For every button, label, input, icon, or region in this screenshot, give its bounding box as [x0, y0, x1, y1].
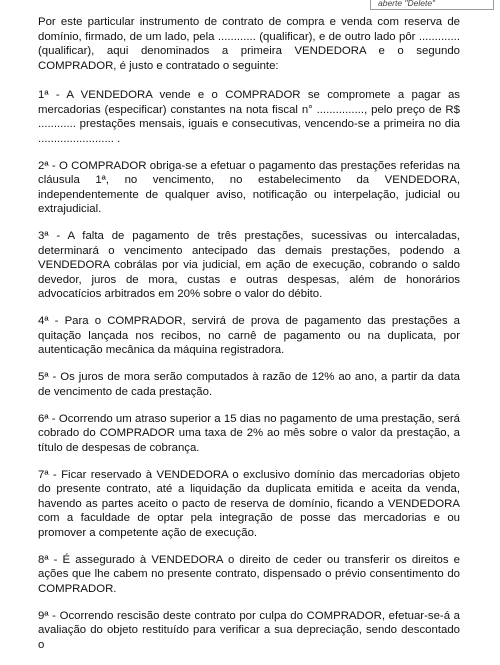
- clause-5-text: - Os juros de mora serão computados à razão de 12% ao ano, a partir da data de vencimento de cada prestação.: [38, 371, 460, 398]
- clause-2-number: 2ª: [38, 159, 49, 172]
- clause-2-text: - O COMPRADOR obriga-se a efetuar o pagamento das prestações referidas na cláusula 1ª, no vencimento, no estabelecimento da VENDEDORA, independentemente de qualquer aviso, notificação ou interpelação, judicial ou extrajudicial.: [38, 159, 460, 215]
- clause-6-text: - Ocorrendo um atraso superior a 15 dias no pagamento de uma prestação, será cobrado do COMPRADOR uma taxa de 2% ao mês sobre o valor da prestação, a título de despesas de cobrança.: [38, 412, 460, 454]
- clause-1-number: 1ª: [38, 89, 49, 101]
- clause-5: [38, 370, 460, 399]
- clause-9-number: 9ª: [38, 609, 49, 622]
- clause-9-text: - Ocorrendo rescisão deste contrato por culpa do COMPRADOR, efetuar-se-á a avaliação do objeto restituído para verificar a sua depreciação, sendo descontado o: [38, 609, 460, 651]
- clause-4-number: 4ª: [38, 315, 49, 327]
- clause-7-text: - Ficar reservado à VENDEDORA o exclusivo domínio das mercadorias objeto do presente contrato, até a liquidação da duplicata emitida e aceita da venda, havendo as partes aceito o pacto de reserva de domínio, ficando a VENDEDORA com a faculdade de optar pela integração de posse das mercadorias e ou promover a competente ação de execução.: [38, 468, 460, 539]
- clause-7: [38, 468, 460, 541]
- clause-2: [38, 159, 460, 217]
- clause-4: [38, 314, 460, 358]
- clause-9: [38, 609, 460, 653]
- contract-body: [38, 15, 460, 665]
- clause-8-text: - É assegurado à VENDEDORA o direito de ceder ou transferir os direitos e ações que lhe cabem no presente contrato, dispensado o prévio consentimento do COMPRADOR.: [38, 553, 460, 595]
- clause-7-number: 7ª: [38, 468, 49, 481]
- clause-3-number: 3ª: [38, 230, 49, 242]
- clause-3-text: - A falta de pagamento de três prestações, sucessivas ou intercaladas, determinará o vencimento antecipado das demais prestações, podendo a VENDEDORA cobrálas por via judicial, em ação de execução, cobrando o saldo devedor, juros de mora, custas e outras despesas, além de honorários advocatícios arbitrados em 20% sobre o valor do débito.: [38, 230, 460, 300]
- clause-6-number: 6ª: [38, 412, 49, 425]
- clause-4-text: - Para o COMPRADOR, servirá de prova de pagamento das prestações a quitação lançada nos recibos, no carnê de pagamento ou na duplicata, por autenticação mecânica da máquina registradora.: [38, 315, 460, 356]
- header-note-text: aberte "Delete": [378, 0, 436, 8]
- clause-1: [38, 88, 460, 146]
- clause-6: [38, 412, 460, 456]
- clause-8: [38, 553, 460, 597]
- clause-5-number: 5ª: [38, 371, 49, 383]
- clause-1-text: - A VENDEDORA vende e o COMPRADOR se compromete a pagar as mercadorias (especificar) constantes na nota fiscal n° ..............., pelo preço de R$ ............ prestações mensais, iguais e consecutivas, vencendo-se a primeira no dia ........................ .: [38, 89, 460, 145]
- header-note: [370, 0, 494, 10]
- clause-8-number: 8ª: [38, 553, 49, 566]
- intro-paragraph: Por este particular instrumento de contrato de compra e venda com reserva de domínio, firmado, de um lado, pela ............ (qualificar), e de outro lado pôr ............. (qualificar), aqui denominados a primeira VENDEDORA e o segundo COMPRADOR, é justo e contratado o seguinte:: [38, 16, 460, 72]
- clause-3: [38, 229, 460, 302]
